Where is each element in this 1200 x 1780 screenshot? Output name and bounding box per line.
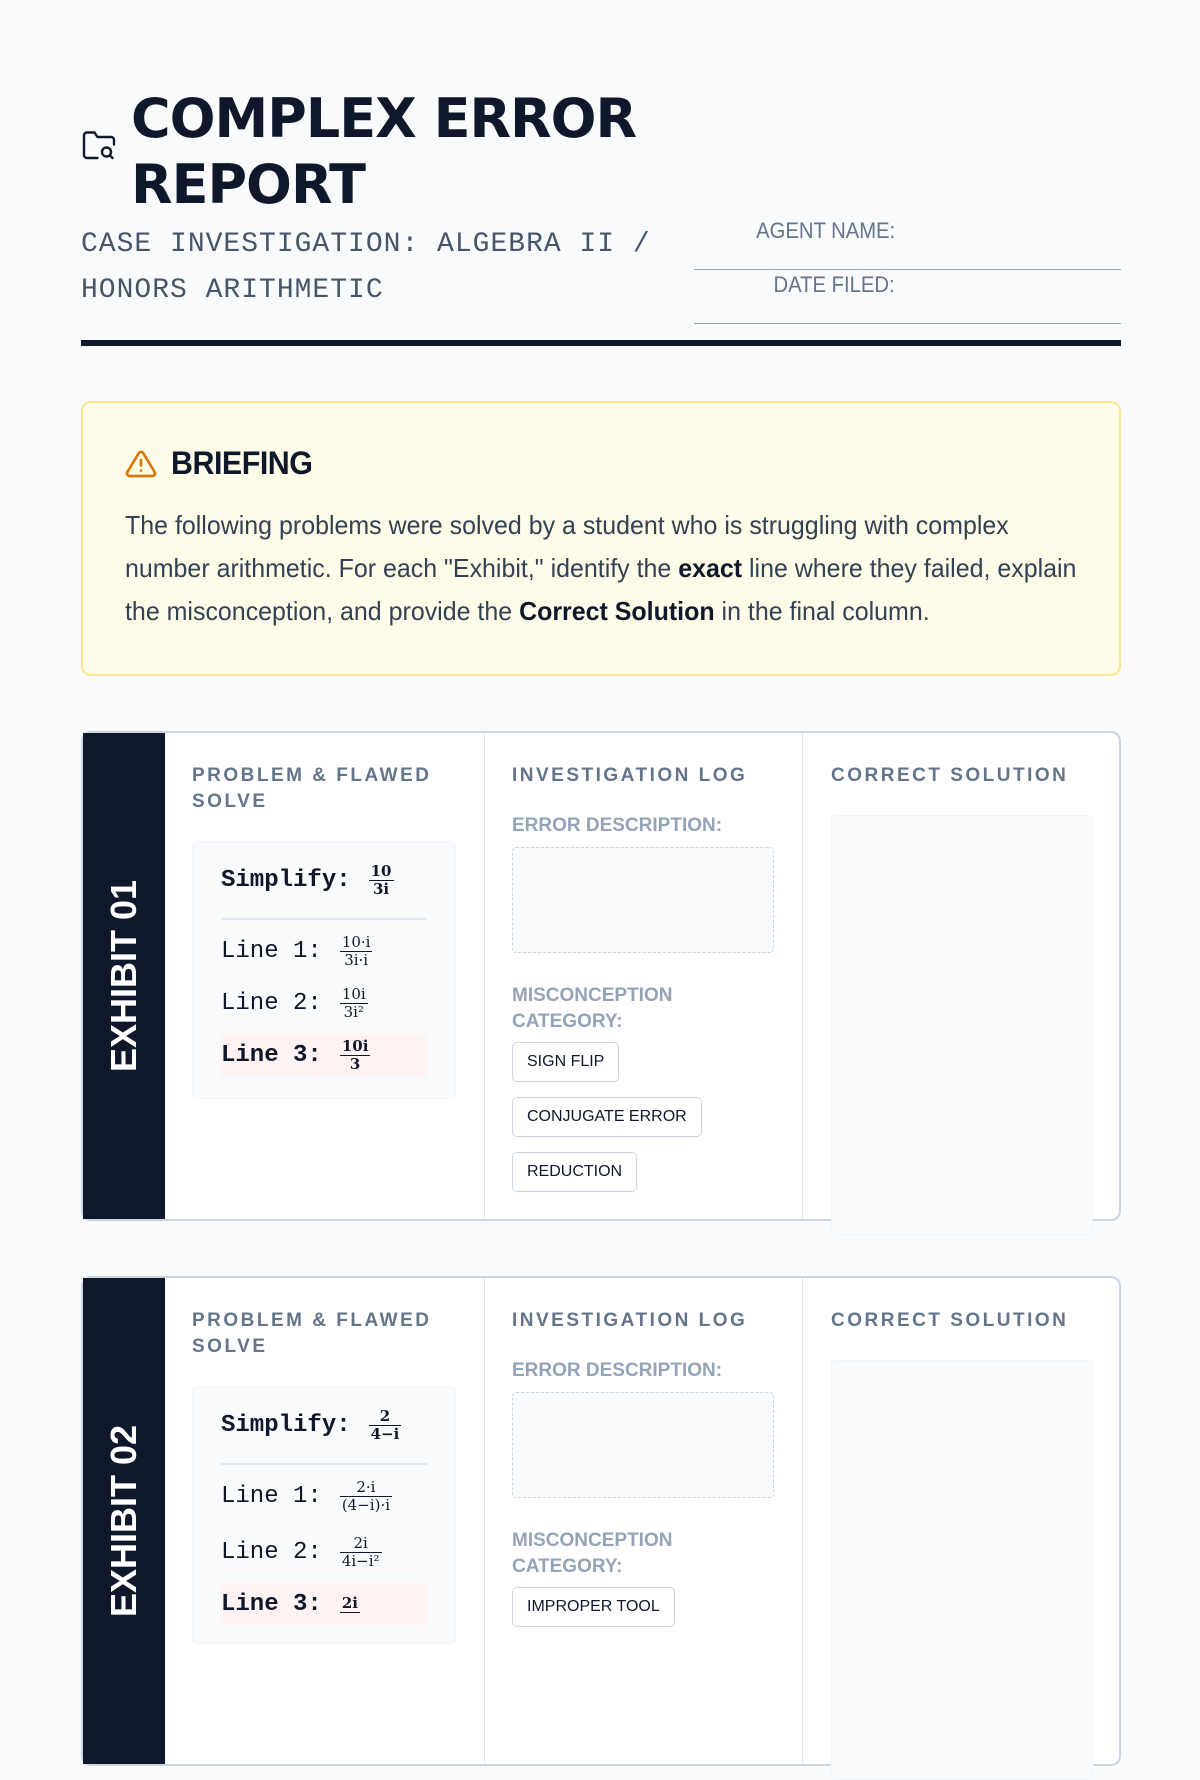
problem-column-header: PROBLEM & FLAWED SOLVE xyxy=(192,1310,432,1357)
investigation-column xyxy=(485,1278,803,1764)
case-subtitle: CASE INVESTIGATION: ALGEBRA II / HONORS ARITHMETIC xyxy=(81,229,651,306)
problem-statement: Simplify: $\frac{2}{4-i}$ xyxy=(221,1387,427,1465)
problem-statement: Simplify: $\frac{10}{3i}$ xyxy=(221,842,427,920)
problem-fraction: $\frac{2}{4-i}$ xyxy=(370,1406,400,1443)
tag-conjugate-error[interactable]: CONJUGATE ERROR xyxy=(512,1097,702,1137)
briefing-title: BRIEFING xyxy=(171,445,313,481)
briefing-text: The following problems were solved by a student who is struggling with complex number arithmetic. For each "Exhibit," identify the exact line where they failed, explain the misconception, and provide the Correct Solution in the final column. xyxy=(125,510,1077,626)
tag-improper-tool[interactable]: IMPROPER TOOL xyxy=(512,1587,675,1627)
correct-solution-field[interactable] xyxy=(831,815,1093,1235)
report-header xyxy=(81,86,1121,306)
error-description-field[interactable] xyxy=(512,847,774,953)
date-filed-field[interactable] xyxy=(694,270,1121,324)
highlighted-solution-line[interactable]: Line 3: 2i xyxy=(221,1583,427,1625)
problem-column-header: PROBLEM & FLAWED SOLVE xyxy=(192,765,432,812)
solution-column xyxy=(803,733,1123,1219)
solution-line[interactable]: Line 1: $\frac{10\cdot i}{3i\cdot i}$ xyxy=(221,932,371,969)
warning-icon xyxy=(125,448,157,480)
problem-column xyxy=(165,1278,485,1764)
exhibit-card xyxy=(81,731,1121,1221)
exhibit-card xyxy=(81,1276,1121,1766)
tag-reduction[interactable]: REDUCTION xyxy=(512,1152,637,1192)
date-filed-label: DATE FILED: xyxy=(773,272,895,297)
solution-line[interactable]: Line 2: $\frac{10i}{\text{3i²}}$ xyxy=(221,984,366,1021)
investigation-column-header: INVESTIGATION LOG xyxy=(512,1310,748,1331)
page-title: COMPLEX ERROR REPORT xyxy=(131,87,637,216)
folder-search-icon xyxy=(81,128,117,164)
exhibit-tab xyxy=(83,1278,165,1764)
solution-column-header: CORRECT SOLUTION xyxy=(831,765,1069,786)
exhibit-label: EXHIBIT 01 xyxy=(103,879,144,1073)
misconception-category-label: MISCONCEPTION CATEGORY: xyxy=(512,985,673,1032)
agent-name-label: AGENT NAME: xyxy=(755,218,895,243)
problem-card xyxy=(192,1386,456,1644)
solution-line[interactable]: Line 2: $\frac{2i}{\text{4i−i²}}$ xyxy=(221,1533,380,1570)
correct-solution-field[interactable] xyxy=(831,1360,1093,1780)
header-divider xyxy=(81,340,1121,346)
error-description-label: ERROR DESCRIPTION: xyxy=(512,1360,723,1381)
solution-column-header: CORRECT SOLUTION xyxy=(831,1310,1069,1331)
investigation-column xyxy=(485,733,803,1219)
solution-column xyxy=(803,1278,1123,1764)
problem-column xyxy=(165,733,485,1219)
briefing-panel xyxy=(81,401,1121,676)
tag-sign-flip[interactable]: SIGN FLIP xyxy=(512,1042,619,1082)
investigation-column-header: INVESTIGATION LOG xyxy=(512,765,748,786)
problem-card xyxy=(192,841,456,1099)
highlighted-solution-line[interactable]: Line 3: $\frac{10i}{3}$ xyxy=(221,1034,427,1076)
problem-fraction: $\frac{10}{3i}$ xyxy=(370,861,392,898)
signature-fields xyxy=(694,216,1121,324)
exhibit-tab xyxy=(83,733,165,1219)
solution-line[interactable]: Line 1: $\frac{2\cdot i}{(4-i)\cdot i}$ xyxy=(221,1477,391,1514)
error-description-label: ERROR DESCRIPTION: xyxy=(512,815,723,836)
agent-name-field[interactable] xyxy=(694,216,1121,270)
exhibit-label: EXHIBIT 02 xyxy=(103,1424,144,1618)
misconception-category-label: MISCONCEPTION CATEGORY: xyxy=(512,1530,673,1577)
error-description-field[interactable] xyxy=(512,1392,774,1498)
